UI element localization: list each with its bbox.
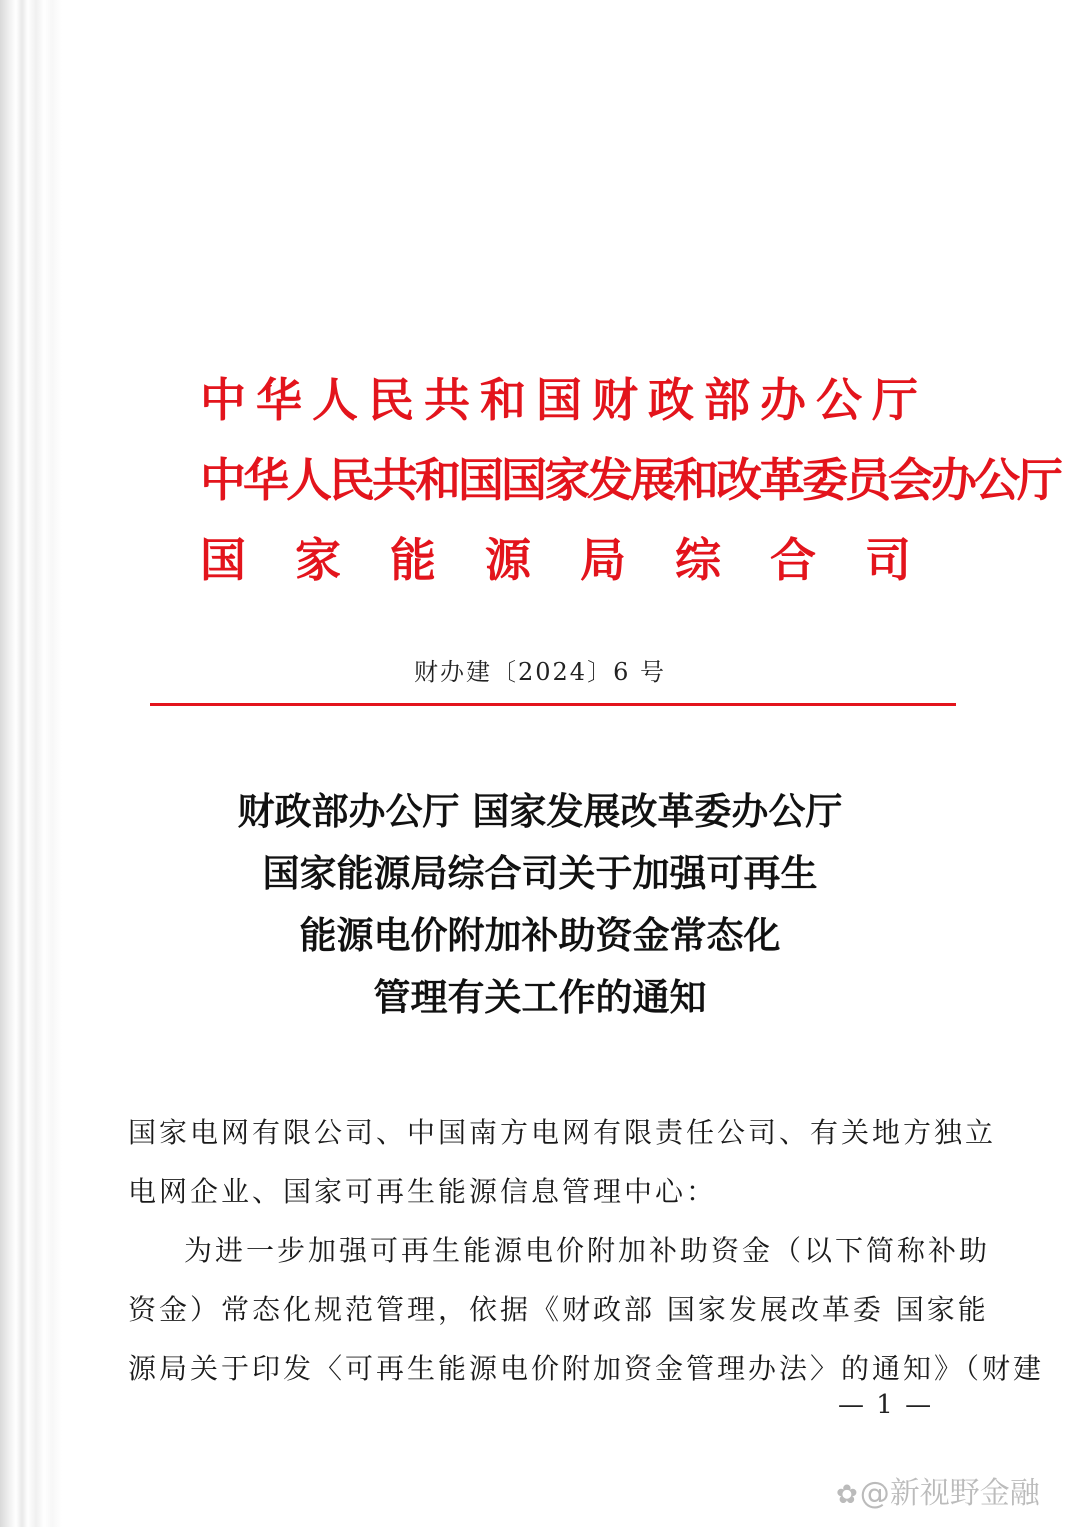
title-line: 财政部办公厅 国家发展改革委办公厅 [237,789,843,833]
paw-icon: ✿ [836,1480,858,1510]
issuer-ndrc: 中华人民共和国国家发展和改革委员会办公厅 [200,453,1060,507]
issuer-header [200,360,1060,600]
watermark [836,1468,1040,1512]
body-line: 源局关于印发〈可再生能源电价附加资金管理办法〉的通知》（财建 [128,1352,1045,1385]
page-number: — 1 — [838,1390,934,1420]
body-line: 电网企业、国家可再生能源信息管理中心： [128,1175,718,1208]
body-line: 国家电网有限公司、中国南方电网有限责任公司、有关地方独立 [128,1116,997,1149]
body-line: 资金）常态化规范管理，依据《财政部 国家发展改革委 国家能 [128,1293,989,1326]
title-line: 能源电价附加补助资金常态化 [299,913,781,957]
issuer-ministry-of-finance: 中华人民共和国财政部办公厅 [200,373,928,427]
document-number: 财办建〔2024〕6 号 [414,658,666,686]
watermark-text: @新视野金融 [859,1476,1040,1511]
issuer-nea: 国家能源局综合司 [200,533,960,587]
document-title [0,780,1080,1028]
title-line: 国家能源局综合司关于加强可再生 [262,851,818,895]
body-line: 为进一步加强可再生能源电价附加补助资金（以下简称补助 [184,1234,991,1267]
title-line: 管理有关工作的通知 [373,975,707,1019]
document-body [128,1103,1045,1398]
scan-edge [0,0,62,1527]
red-divider [150,703,956,706]
